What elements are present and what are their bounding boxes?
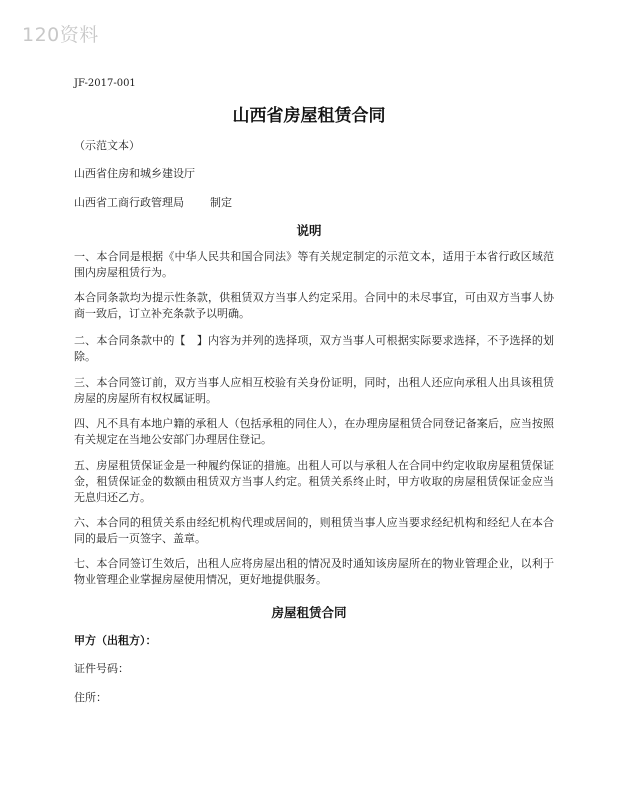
note-paragraph: 二、本合同条款中的【 】内容为并列的选择项，双方当事人可根据实际要求选择，不予选择的划除。 <box>74 334 554 363</box>
note-paragraph: 三、本合同签订前，双方当事人应相互校验有关身份证明，同时，出租人还应向承租人出具该租赁房屋的房屋所有权权属证明。 <box>74 376 554 405</box>
document-title: 山西省房屋租赁合同 <box>232 106 386 126</box>
issuer-housing-department: 山西省住房和城乡建设厅 <box>74 167 195 180</box>
note-paragraph: 一、本合同是根据《中华人民共和国合同法》等有关规定制定的示范文本，适用于本省行政区域范围内房屋租赁行为。 <box>74 250 554 279</box>
note-paragraph: 本合同条款均为提示性条款，供租赁双方当事人约定采用。合同中的未尽事宜，可由双方当事人协商一致后，订立补充条款予以明确。 <box>74 291 554 320</box>
note-paragraph: 六、本合同的租赁关系由经纪机构代理或居间的，则租赁当事人应当要求经纪机构和经纪人在本合同的最后一页签字、盖章。 <box>74 516 554 545</box>
address-label: 住所： <box>74 691 107 704</box>
contract-heading: 房屋租赁合同 <box>271 605 347 620</box>
document-code: JF-2017-001 <box>74 78 136 89</box>
id-number-label: 证件号码： <box>74 662 129 675</box>
party-a-label: 甲方（出租方）： <box>74 634 157 647</box>
watermark: 120资料 <box>22 24 99 46</box>
sample-text-label: （示范文本） <box>74 139 140 152</box>
note-paragraph: 四、凡不具有本地户籍的承租人（包括承租的同住人），在办理房屋租赁合同登记备案后，应当按照有关规定在当地公安部门办理居住登记。 <box>74 417 554 446</box>
issuer-suffix: 制定 <box>210 196 232 209</box>
note-paragraph: 五、房屋租赁保证金是一种履约保证的措施。出租人可以与承租人在合同中约定收取房屋租赁保证金，租赁保证金的数额由租赁双方当事人约定。租赁关系终止时，甲方收取的房屋租赁保证金应当无息归还乙方。 <box>74 459 554 504</box>
note-paragraph: 七、本合同签订生效后，出租人应将房屋出租的情况及时通知该房屋所在的物业管理企业，以利于物业管理企业掌握房屋使用情况，更好地提供服务。 <box>74 557 554 586</box>
notes-heading: 说明 <box>296 223 322 238</box>
issuer-commerce-bureau: 山西省工商行政管理局 <box>74 196 184 209</box>
